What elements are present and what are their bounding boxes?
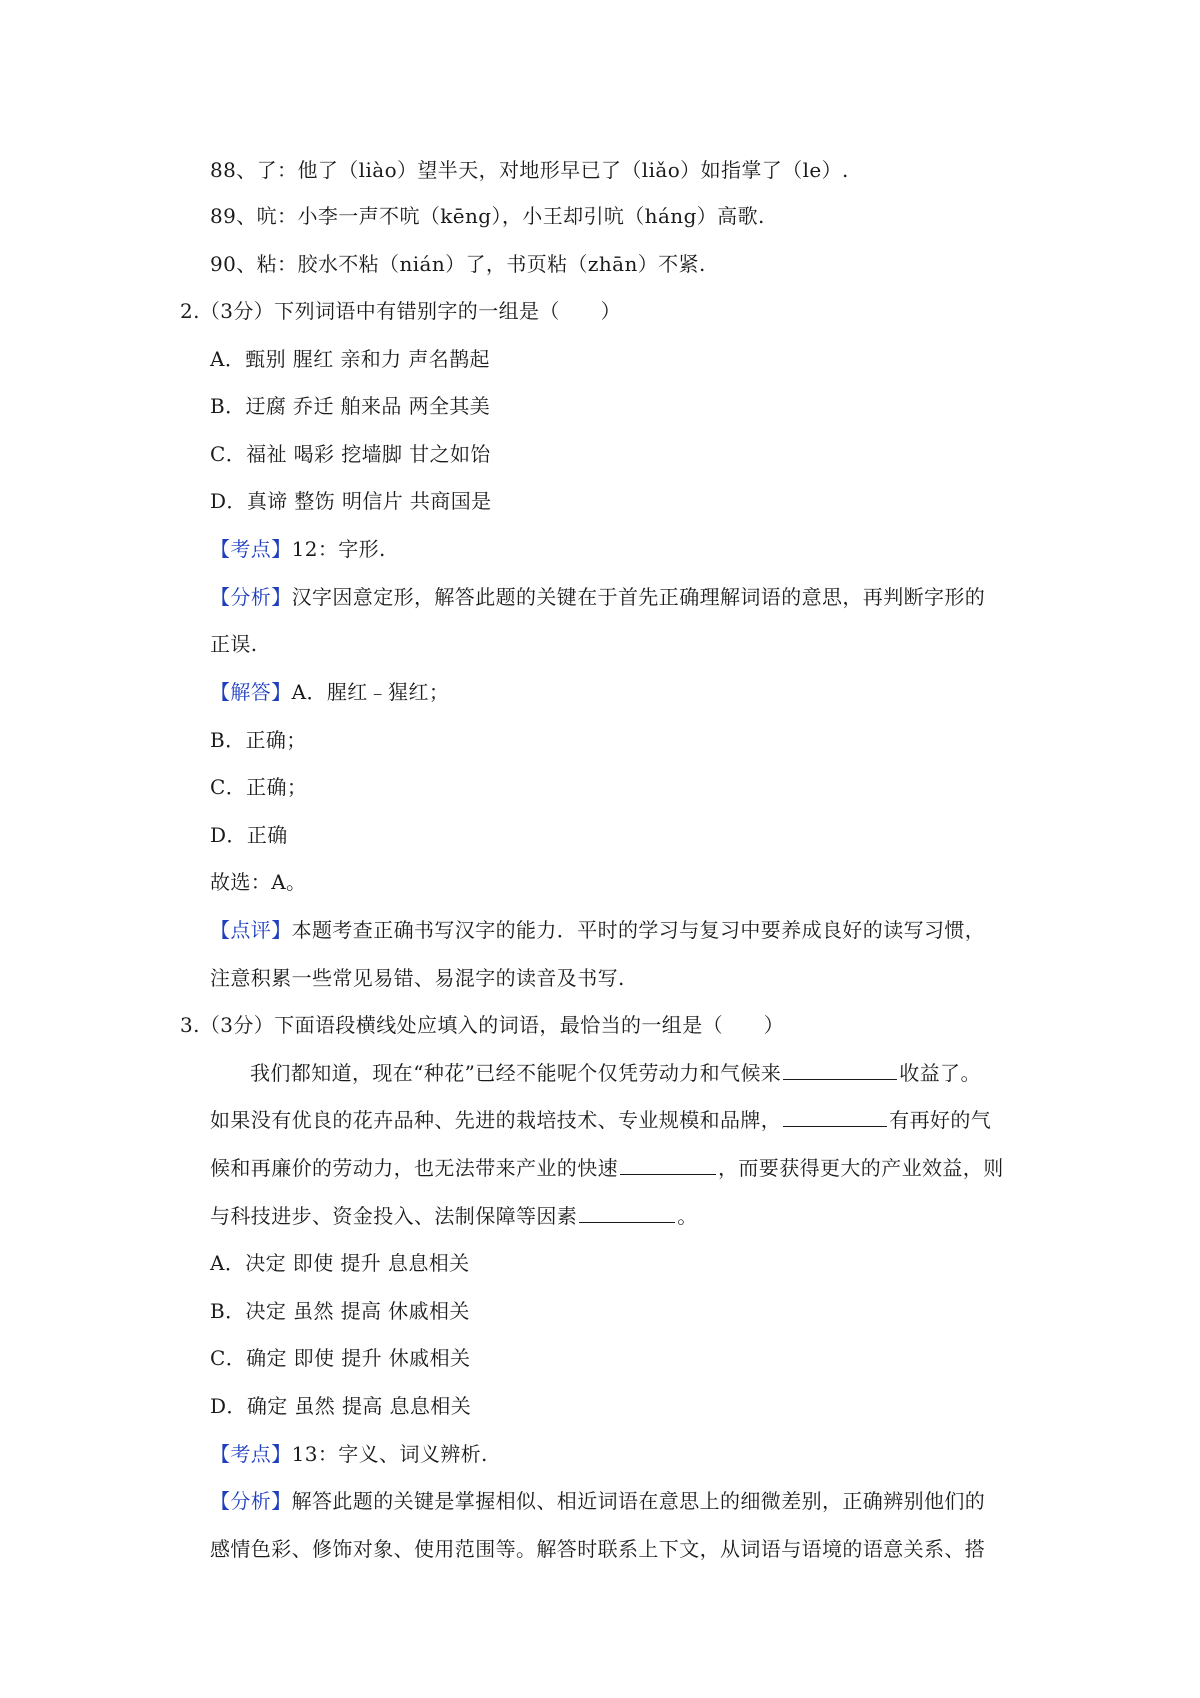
question-3-fenxi-cont: 感情色彩、修饰对象、使用范围等。解答时联系上下文，从词语与语境的语意关系、搭 bbox=[210, 1537, 986, 1561]
question-2-jieda-b: B．正确； bbox=[210, 728, 307, 752]
kaodian-text: 12：字形. bbox=[291, 537, 386, 561]
dianping-tag: 【点评】 bbox=[210, 918, 292, 942]
passage-text: 如果没有优良的花卉品种、先进的栽培技术、专业规模和品牌， bbox=[210, 1108, 782, 1132]
question-3-fenxi bbox=[210, 1481, 1040, 1521]
text-line-89: 89、吭：小李一声不吭（kēng），小王却引吭（háng）高歌. bbox=[210, 204, 765, 228]
text-line-90: 90、粘：胶水不粘（nián）了，书页粘（zhān）不紧. bbox=[210, 252, 706, 276]
question-3-option-c: C．确定 即使 提升 休戚相关 bbox=[210, 1346, 471, 1370]
fenxi-text: 解答此题的关键是掌握相似、相近词语在意思上的细微差别，正确辨别他们的 bbox=[291, 1489, 986, 1513]
kaodian-tag: 【考点】 bbox=[210, 1442, 292, 1466]
question-3-passage-line-4 bbox=[210, 1196, 1040, 1236]
passage-text: 与科技进步、资金投入、法制保障等因素 bbox=[210, 1204, 578, 1228]
question-2-jieda-d: D．正确 bbox=[210, 823, 288, 847]
kaodian-text: 13：字义、词义辨析. bbox=[291, 1442, 488, 1466]
question-3-kaodian bbox=[210, 1434, 1040, 1474]
question-2-fenxi bbox=[210, 577, 1040, 617]
passage-text: ，而要获得更大的产业效益，则 bbox=[718, 1156, 1004, 1180]
kaodian-tag: 【考点】 bbox=[210, 537, 292, 561]
question-3-option-d: D．确定 虽然 提高 息息相关 bbox=[210, 1394, 472, 1418]
fill-blank-1 bbox=[783, 1053, 897, 1080]
passage-text: 候和再廉价的劳动力，也无法带来产业的快速 bbox=[210, 1156, 618, 1180]
passage-text: 。 bbox=[677, 1204, 698, 1228]
question-2-option-d: D．真谛 整饬 明信片 共商国是 bbox=[210, 489, 492, 513]
fenxi-tag: 【分析】 bbox=[210, 1489, 292, 1513]
question-3-option-a: A．决定 即使 提升 息息相关 bbox=[210, 1251, 470, 1275]
question-2-option-c: C．福祉 喝彩 挖墙脚 甘之如饴 bbox=[210, 442, 491, 466]
question-2-fenxi-cont: 正误. bbox=[210, 632, 258, 656]
jieda-text: A．腥红﹣猩红； bbox=[291, 680, 450, 704]
text-line-88: 88、了：他了（liào）望半天，对地形早已了（liǎo）如指掌了（le）. bbox=[210, 158, 849, 182]
passage-text: 我们都知道，现在“种花”已经不能呢个仅凭劳动力和气候来 bbox=[250, 1061, 782, 1085]
question-3-stem: 3.（3分）下面语段横线处应填入的词语，最恰当的一组是（ ） bbox=[180, 1013, 785, 1037]
question-3-option-b: B．决定 虽然 提高 休戚相关 bbox=[210, 1299, 470, 1323]
fill-blank-4 bbox=[579, 1196, 675, 1223]
fenxi-tag: 【分析】 bbox=[210, 585, 292, 609]
question-2-answer: 故选：A。 bbox=[210, 870, 307, 894]
question-2-dianping bbox=[210, 910, 1040, 950]
question-3-passage-line-1 bbox=[250, 1053, 1040, 1093]
question-3-passage-line-3 bbox=[210, 1148, 1040, 1188]
question-3-passage-line-2 bbox=[210, 1100, 1040, 1140]
question-2-jieda-c: C．正确； bbox=[210, 775, 308, 799]
passage-text: 收益了。 bbox=[899, 1061, 981, 1085]
question-2-jieda bbox=[210, 672, 1040, 712]
fill-blank-3 bbox=[620, 1148, 716, 1175]
question-2-option-a: A．甄别 腥红 亲和力 声名鹊起 bbox=[210, 347, 490, 371]
fill-blank-2 bbox=[783, 1100, 887, 1127]
jieda-tag: 【解答】 bbox=[210, 680, 292, 704]
question-2-stem: 2.（3分）下列词语中有错别字的一组是（ ） bbox=[180, 299, 622, 323]
question-2-dianping-cont: 注意积累一些常见易错、易混字的读音及书写. bbox=[210, 966, 625, 990]
passage-text: 有再好的气 bbox=[889, 1108, 992, 1132]
question-2-kaodian bbox=[210, 529, 1040, 569]
dianping-text: 本题考查正确书写汉字的能力．平时的学习与复习中要养成良好的读写习惯， bbox=[291, 918, 986, 942]
question-2-option-b: B．迂腐 乔迁 舶来品 两全其美 bbox=[210, 394, 491, 418]
fenxi-text: 汉字因意定形，解答此题的关键在于首先正确理解词语的意思，再判断字形的 bbox=[291, 585, 986, 609]
